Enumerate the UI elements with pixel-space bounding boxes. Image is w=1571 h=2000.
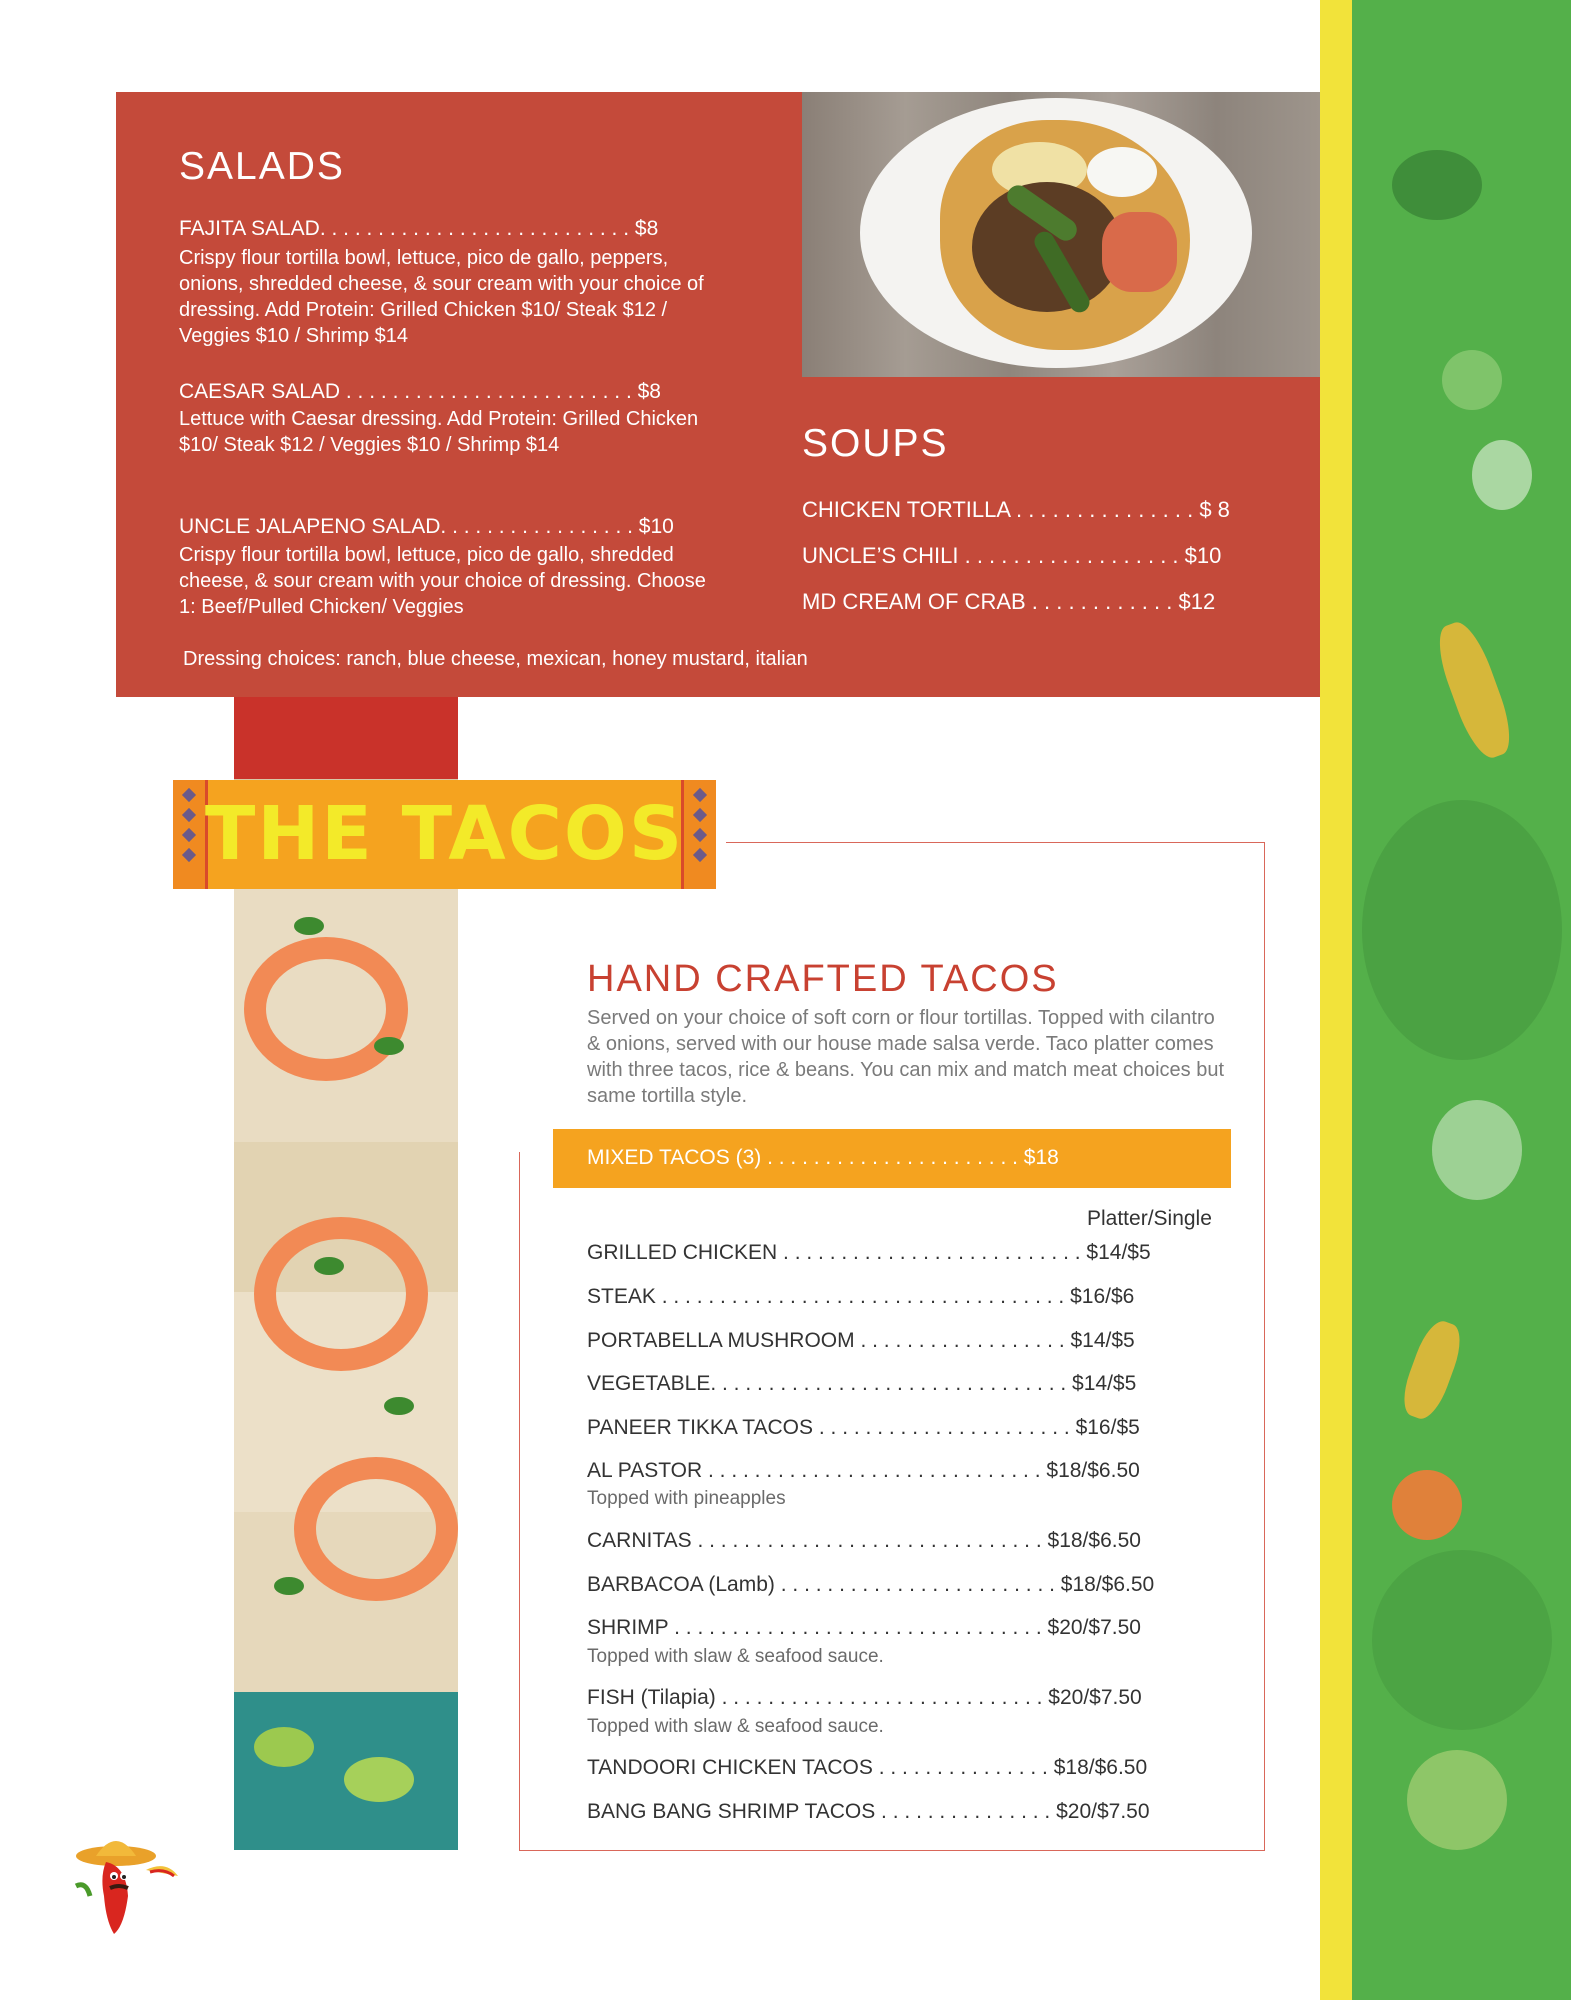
taco-item-fish: FISH (Tilapia) . . . . . . . . . . . . . . . . . . . . . . . . . . . . $20/$7.50 <box>587 1686 1142 1709</box>
chili-mascot-icon <box>66 1826 186 1938</box>
hand-crafted-tacos-title: HAND CRAFTED TACOS <box>587 958 1059 1000</box>
frame-line-right <box>1264 842 1265 1850</box>
taco-note-fish: Topped with slaw & seafood sauce. <box>587 1716 884 1737</box>
frame-line-top <box>726 842 1264 843</box>
salad-item-fajita: FAJITA SALAD. . . . . . . . . . . . . . . . . . . . . . . . . . . $8 <box>179 217 659 240</box>
salad-item-uncle-jalapeno: UNCLE JALAPENO SALAD. . . . . . . . . . . . . . . . . $10 <box>179 515 674 538</box>
taco-item-bang-bang-shrimp: BANG BANG SHRIMP TACOS . . . . . . . . . . . . . . . $20/$7.50 <box>587 1800 1150 1823</box>
soups-title: SOUPS <box>802 422 949 465</box>
taco-item-portabella-mushroom: PORTABELLA MUSHROOM . . . . . . . . . . . . . . . . . . $14/$5 <box>587 1329 1135 1352</box>
taco-item-barbacoa: BARBACOA (Lamb) . . . . . . . . . . . . . . . . . . . . . . . . $18/$6.50 <box>587 1573 1155 1596</box>
taco-item-steak: STEAK . . . . . . . . . . . . . . . . . . . . . . . . . . . . . . . . . . . $16/$6 <box>587 1285 1135 1308</box>
salad-photo <box>802 92 1320 377</box>
mixed-tacos-item: MIXED TACOS (3) . . . . . . . . . . . . . . . . . . . . . . $18 <box>587 1146 1059 1169</box>
salad-desc-fajita: Crispy flour tortilla bowl, lettuce, pico de gallo, peppers, onions, shredded cheese, & sour cream with your choice of dressing. Add Protein: Grilled Chicken $10/ Steak $12 / Veggies $10 / Shrimp $14 <box>179 247 704 347</box>
soup-item-chicken-tortilla: CHICKEN TORTILLA . . . . . . . . . . . . . . . $ 8 <box>802 497 1230 522</box>
side-pattern-decoration <box>1352 0 1571 2000</box>
taco-note-al-pastor: Topped with pineapples <box>587 1488 786 1509</box>
salad-desc-uncle-jalapeno: Crispy flour tortilla bowl, lettuce, pico de gallo, shredded cheese, & sour cream with your choice of dressing. Choose 1: Beef/Pulled Chicken/ Veggies <box>179 544 706 618</box>
frame-line-bottom <box>519 1850 1265 1851</box>
taco-item-shrimp: SHRIMP . . . . . . . . . . . . . . . . . . . . . . . . . . . . . . . . $20/$7.50 <box>587 1616 1141 1639</box>
tacos-description: Served on your choice of soft corn or flour tortillas. Topped with cilantro & onions, served with our house made salsa verde. Taco platter comes with three tacos, rice & beans. You can mix and match meat choices but same tortilla style. <box>587 1007 1225 1107</box>
platter-single-label: Platter/Single <box>1087 1207 1212 1230</box>
salad-desc-caesar: Lettuce with Caesar dressing. Add Protein: Grilled Chicken $10/ Steak $12 / Veggies $10 / Shrimp $14 <box>179 408 699 456</box>
salads-title: SALADS <box>179 145 345 188</box>
taco-item-al-pastor: AL PASTOR . . . . . . . . . . . . . . . . . . . . . . . . . . . . . $18/$6.50 <box>587 1459 1140 1482</box>
salad-item-caesar: CAESAR SALAD . . . . . . . . . . . . . . . . . . . . . . . . . $8 <box>179 380 661 403</box>
taco-item-grilled-chicken: GRILLED CHICKEN . . . . . . . . . . . . . . . . . . . . . . . . . . $14/$5 <box>587 1241 1151 1264</box>
taco-item-paneer-tikka: PANEER TIKKA TACOS . . . . . . . . . . . . . . . . . . . . . . $16/$5 <box>587 1416 1140 1439</box>
taco-item-carnitas: CARNITAS . . . . . . . . . . . . . . . . . . . . . . . . . . . . . . $18/$6.50 <box>587 1529 1141 1552</box>
taco-note-shrimp: Topped with slaw & seafood sauce. <box>587 1646 884 1667</box>
taco-item-tandoori-chicken: TANDOORI CHICKEN TACOS . . . . . . . . . . . . . . . $18/$6.50 <box>587 1756 1148 1779</box>
tacos-banner-title: THE TACOS <box>204 791 685 877</box>
taco-item-vegetable: VEGETABLE. . . . . . . . . . . . . . . . . . . . . . . . . . . . . . . $14/$5 <box>587 1372 1137 1395</box>
side-stripe-yellow <box>1320 0 1352 2000</box>
frame-line-left <box>519 1152 520 1850</box>
dressing-choices: Dressing choices: ranch, blue cheese, mexican, honey mustard, italian <box>183 648 808 670</box>
soup-item-uncles-chili: UNCLE’S CHILI . . . . . . . . . . . . . . . . . . $10 <box>802 543 1222 568</box>
tacos-banner <box>173 780 716 889</box>
soup-item-md-cream-of-crab: MD CREAM OF CRAB . . . . . . . . . . . . $12 <box>802 589 1216 614</box>
